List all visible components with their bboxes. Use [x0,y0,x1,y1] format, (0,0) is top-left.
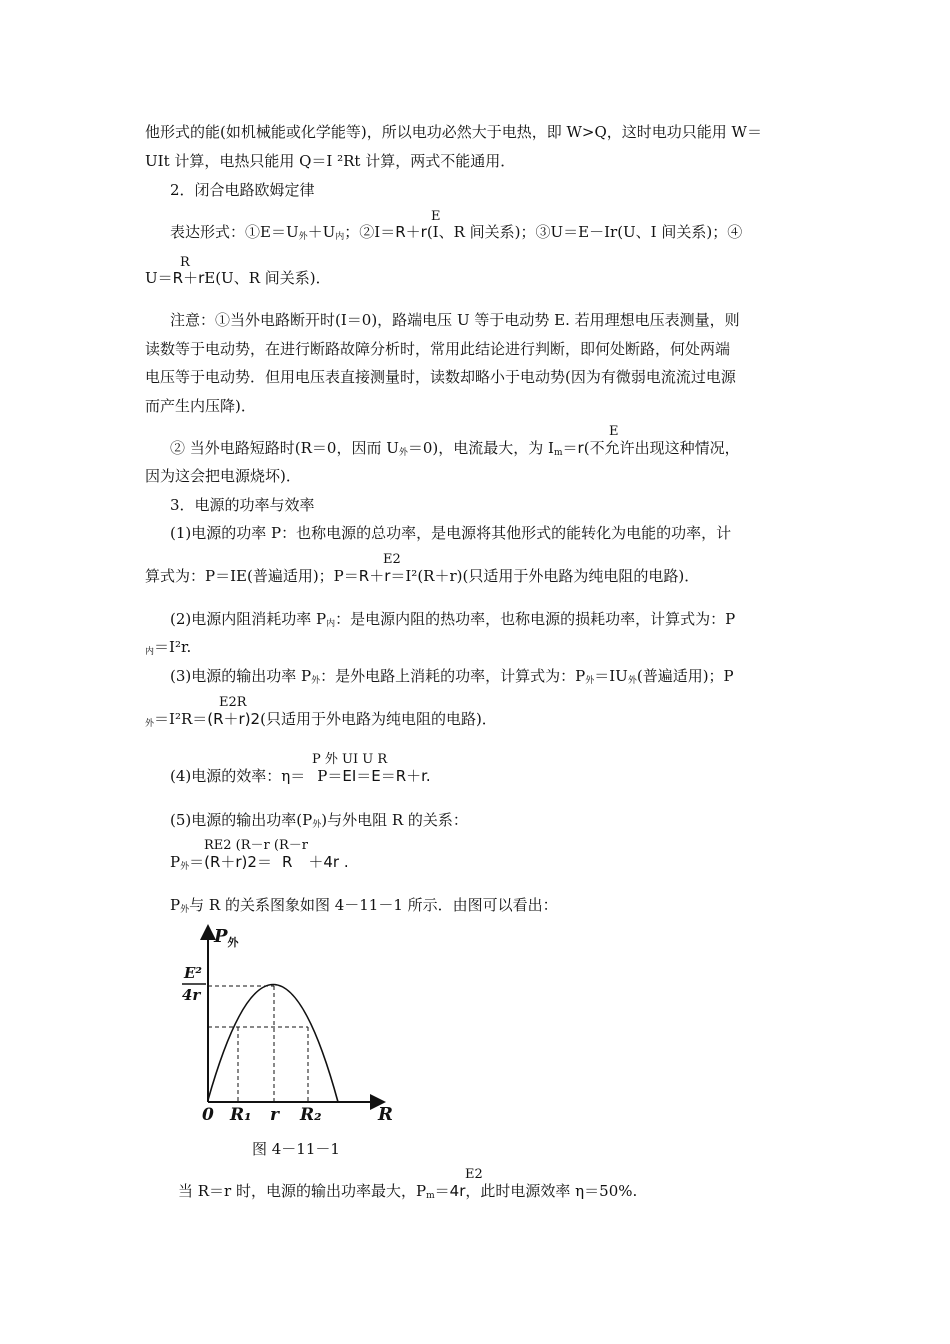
fraction-numerator: E2 [383,552,401,567]
formula-line: (3)电源的输出功率 $P_外$：是外电路上消耗的功率，计算式为：$P_外=IU_外$(普遍适用)；P [170,667,734,686]
fraction-numerator: E [431,209,441,224]
paragraph-line: UIt 计算，电热只能用 Q＝I ²Rt 计算，两式不能通用． [145,152,516,170]
fraction-numerator: RE2 (R－r (R－r [204,838,308,853]
section-heading: 2．闭合电路欧姆定律 [170,181,315,199]
fraction-numerator: E2R [219,695,247,710]
formula-line: (2)电源内阻消耗功率 $P_内$：是电源内阻的热功率，也称电源的损耗功率，计算式为：P [170,610,736,629]
fraction-numerator: E [609,424,619,439]
y-tick-denominator: 4r [182,986,201,1004]
fraction-numerator: R [180,255,190,270]
paragraph-line: 他形式的能(如机械能或化学能等)，所以电功必然大于电热，即 W>Q，这时电功只能用 W＝ [145,123,762,141]
fraction-numerator: P 外 UI U R [312,752,388,767]
formula-line: 表达形式：$①E=U_外+U_内$；②I＝R＋r(I、R 间关系)；③U＝E－Ir(U、I 间关系)；④ [170,223,743,242]
x-tick-r1: R₁ [230,1105,252,1125]
formula-line: (5)电源的输出功率$(P_外)$与外电阻 R 的关系： [170,811,468,830]
paragraph-line: 因为这会把电源烧坏)． [145,467,301,485]
power-vs-resistance-figure [170,922,410,1127]
formula-line: $_内$＝I²r. [145,638,192,657]
paragraph-line: 注意：①当外电路断开时(I＝0)，路端电压 U 等于电动势 E. 若用理想电压表测量，则 [170,311,740,329]
x-tick-r2: R₂ [300,1105,322,1125]
power-curve [208,984,338,1102]
formula-line: U＝R＋rE(U、R 间关系)． [145,269,331,287]
formula-line: (4)电源的效率：η＝ P＝EI＝E＝R＋r. [170,767,431,785]
formula-line: ② 当外电路短路时(R＝0，因而 $U_外=0$)，电流最大，为 $I_m=r$(不允许出现这种情况， [170,439,740,458]
formula-line: $_外$＝I²R＝(R＋r)2(只适用于外电路为纯电阻的电路)． [145,710,497,729]
x-axis-label: R [378,1104,393,1125]
figure-caption: 图 4－11－1 [252,1140,340,1158]
x-tick-r: r [270,1105,279,1125]
section-heading: 3．电源的功率与效率 [170,496,315,514]
fraction-numerator: E2 [465,1167,483,1182]
formula-line: 当 R＝r 时，电源的输出功率最大，$P_m=4r$，此时电源效率 η＝50%. [178,1182,638,1201]
paragraph-line: 读数等于电动势，在进行断路故障分析时，常用此结论进行判断，即何处断路，何处两端 [145,340,731,358]
paragraph-line: 电压等于电动势．但用电压表直接测量时，读数却略小于电动势(因为有微弱电流流过电源 [145,368,736,386]
formula-line: $P_外$与 R 的关系图象如图 4－11－1 所示．由图可以看出： [170,896,558,915]
x-tick-origin: 0 [202,1105,214,1125]
y-tick-numerator: E² [184,964,203,982]
paragraph-line: (1)电源的功率 P：也称电源的总功率，是电源将其他形式的能转化为电能的功率，计 [170,524,732,542]
formula-line: $P_外=(R+r)2= R +4r$ . [170,853,349,872]
y-axis-label: $P_外$ [214,926,239,949]
paragraph-line: 而产生内压降)． [145,397,256,415]
formula-line: 算式为：P＝IE(普遍适用)；P＝R＋r＝I²(R＋r)(只适用于外电路为纯电阻的电路)． [145,567,700,585]
